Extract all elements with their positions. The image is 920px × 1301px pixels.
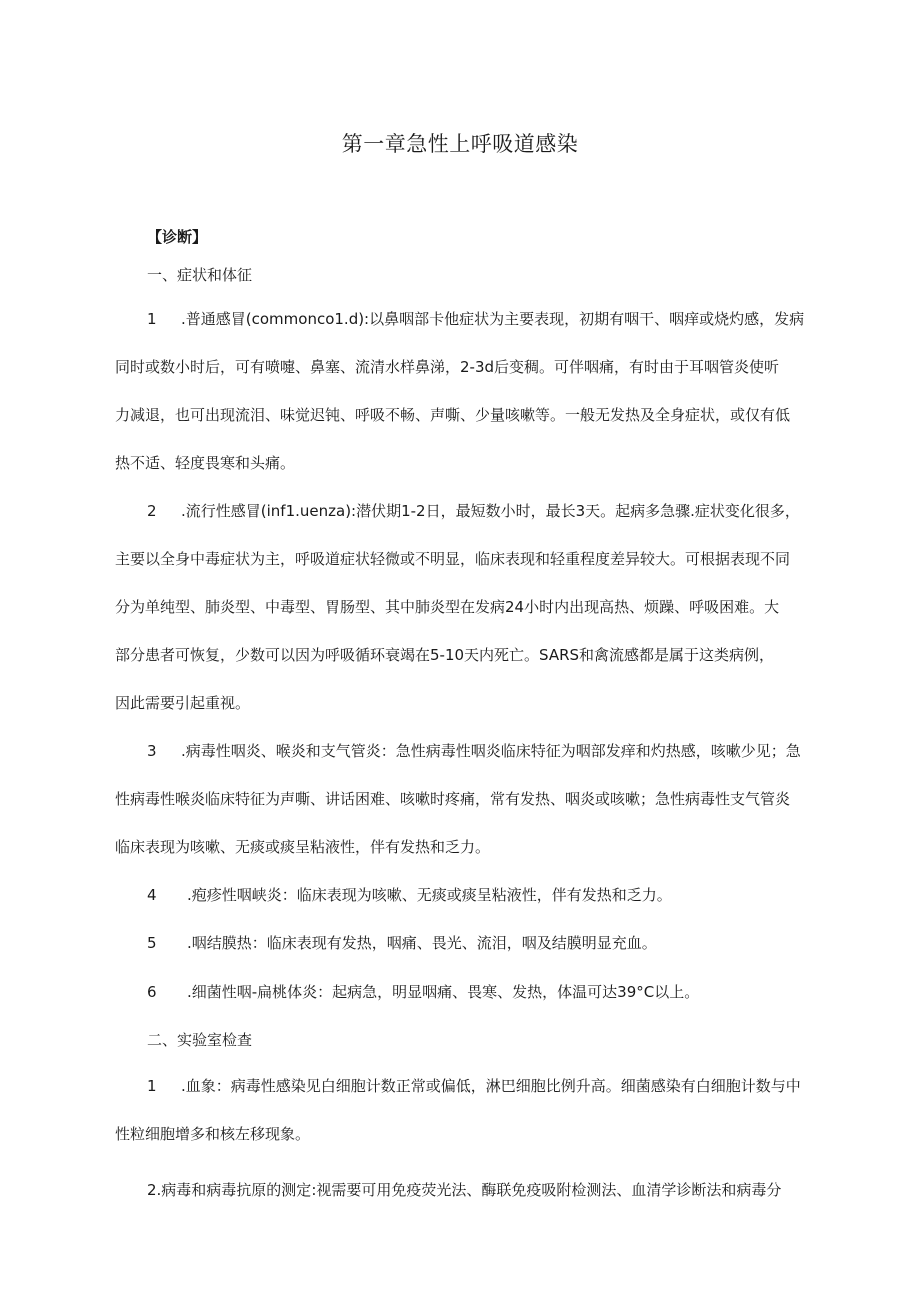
paragraph-7-line-1 — [147, 1076, 815, 1096]
paragraph-2-line-3: 分为单纯型、肺炎型、中毒型、胃肠型、其中肺炎型在发病24小时内出现高热、烦躁、呼吸困难。大 — [115, 598, 780, 616]
paragraph-4-text: .疱疹性咽峡炎：临床表现为咳嗽、无痰或痰呈粘液性，伴有发热和乏力。 — [187, 886, 672, 904]
paragraph-7-text: .血象：病毒性感染见白细胞计数正常或偏低，淋巴细胞比例升高。细菌感染有白细胞计数与中 — [181, 1077, 801, 1095]
paragraph-1-line-1 — [147, 309, 815, 329]
paragraph-2-line-5: 因此需要引起重视。 — [115, 694, 251, 712]
paragraph-5-text: .咽结膜热：临床表现有发热，咽痛、畏光、流泪，咽及结膜明显充血。 — [187, 934, 657, 952]
paragraph-3-text: .病毒性咽炎、喉炎和支气管炎：急性病毒性咽炎临床特征为咽部发痒和灼热感，咳嗽少见；急 — [181, 742, 801, 760]
paragraph-2-line-1 — [147, 501, 815, 521]
paragraph-3-number: 3 — [147, 742, 157, 760]
paragraph-1-number: 1 — [147, 310, 157, 328]
paragraph-7-number: 1 — [147, 1077, 157, 1095]
paragraph-6 — [147, 982, 815, 1002]
paragraph-6-number: 6 — [147, 983, 157, 1001]
paragraph-3-line-1 — [147, 741, 815, 761]
paragraph-2-line-2: 主要以全身中毒症状为主，呼吸道症状轻微或不明显，临床表现和轻重程度差异较大。可根据表现不同 — [115, 550, 791, 568]
paragraph-1-line-4: 热不适、轻度畏寒和头痛。 — [115, 454, 296, 472]
heading-lab-tests: 二、实验室检查 — [147, 1031, 253, 1049]
chapter-title: 第一章急性上呼吸道感染 — [341, 132, 579, 156]
paragraph-7-line-2: 性粒细胞增多和核左移现象。 — [115, 1125, 311, 1143]
section-label-diagnosis: 【诊断】 — [147, 228, 208, 246]
paragraph-3-line-3: 临床表现为咳嗽、无痰或痰呈粘液性，伴有发热和乏力。 — [115, 838, 491, 856]
paragraph-8-line-1: 2.病毒和病毒抗原的测定:视需要可用免疫荧光法、酶联免疫吸附检测法、血清学诊断法和病毒分 — [147, 1181, 782, 1199]
paragraph-4-number: 4 — [147, 886, 157, 904]
paragraph-5 — [147, 933, 815, 953]
paragraph-2-line-4: 部分患者可恢复，少数可以因为呼吸循环衰竭在5-10天内死亡。SARS和禽流感都是属于这类病例， — [115, 646, 775, 664]
paragraph-6-text: .细菌性咽-扁桃体炎：起病急，明显咽痛、畏寒、发热，体温可达39°C以上。 — [187, 983, 700, 1001]
paragraph-2-number: 2 — [147, 502, 157, 520]
heading-symptoms-signs: 一、症状和体征 — [147, 266, 253, 284]
paragraph-3-line-2: 性病毒性喉炎临床特征为声嘶、讲话困难、咳嗽时疼痛，常有发热、咽炎或咳嗽；急性病毒性支气管炎 — [115, 790, 791, 808]
paragraph-2-text: .流行性感冒(inf1.uenza):潜伏期1-2日，最短数小时，最长3天。起病多急骤.症状变化很多， — [181, 502, 800, 520]
paragraph-1-line-3: 力减退，也可出现流泪、味觉迟钝、呼吸不畅、声嘶、少量咳嗽等。一般无发热及全身症状，或仅有低 — [115, 406, 791, 424]
paragraph-1-line-2: 同时或数小时后，可有喷嚏、鼻塞、流清水样鼻涕，2-3d后变稠。可伴咽痛，有时由于耳咽管炎使听 — [115, 358, 780, 376]
paragraph-1-text: .普通感冒(commonco1.d):以鼻咽部卡他症状为主要表现，初期有咽干、咽痒或烧灼感，发病 — [181, 310, 805, 328]
paragraph-4 — [147, 885, 815, 905]
paragraph-5-number: 5 — [147, 934, 157, 952]
